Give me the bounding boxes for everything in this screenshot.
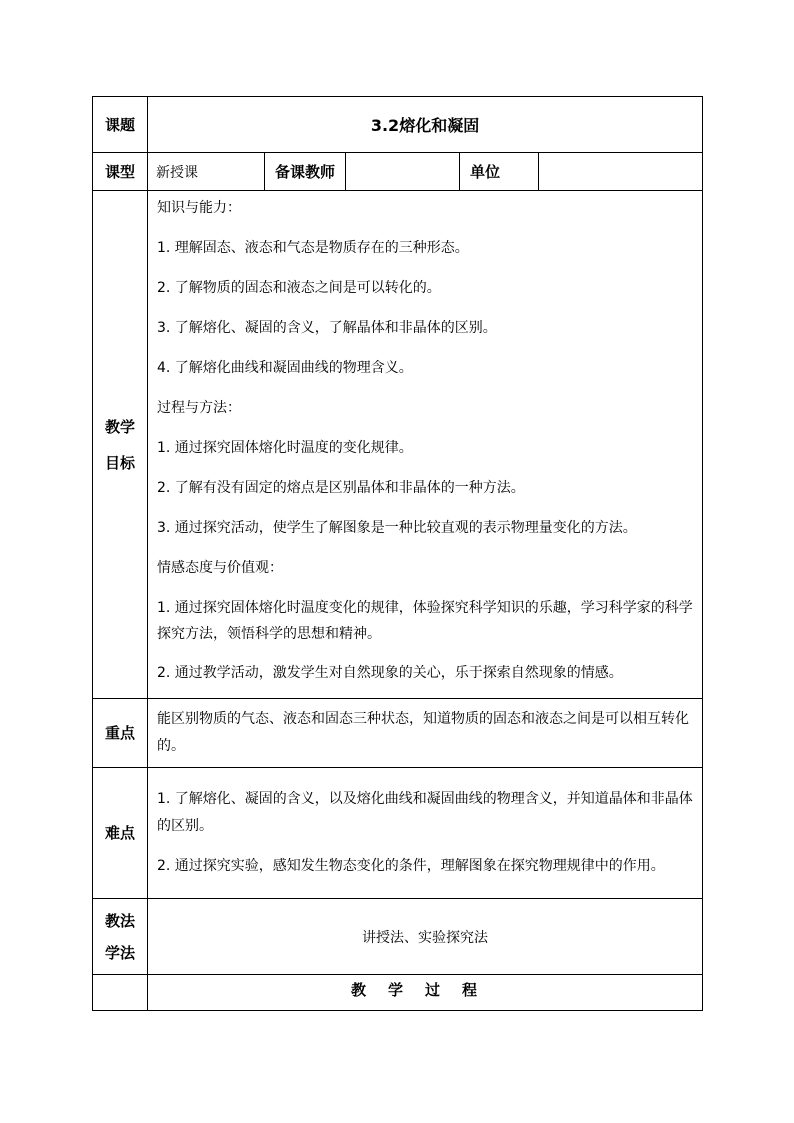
unit-label: 单位	[460, 153, 539, 191]
emotion-item: 1. 通过探究固体熔化时温度变化的规律，体验探究科学知识的乐趣，学习科学家的科学探究方法，领悟科学的思想和精神。	[157, 600, 693, 642]
topic-row	[93, 97, 703, 153]
unit-value	[539, 153, 703, 191]
process-item: 3. 通过探究活动，使学生了解图象是一种比较直观的表示物理量变化的方法。	[157, 520, 637, 536]
objectives-label-line2: 目标	[104, 453, 135, 472]
knowledge-heading: 知识与能力：	[157, 200, 241, 216]
process-row-empty	[93, 975, 148, 1011]
difficulties-content	[148, 768, 703, 899]
emotion-heading: 情感态度与价值观：	[157, 560, 283, 576]
methods-text: 讲授法、实验探究法	[148, 899, 703, 975]
knowledge-item: 2. 了解物质的固态和液态之间是可以转化的。	[157, 280, 441, 296]
objectives-label-line1: 教学	[104, 417, 135, 436]
methods-label-line1: 教法	[104, 911, 135, 930]
knowledge-item: 3. 了解熔化、凝固的含义，了解晶体和非晶体的区别。	[157, 320, 497, 336]
knowledge-item: 4. 了解熔化曲线和凝固曲线的物理含义。	[157, 360, 413, 376]
teacher-value	[346, 153, 460, 191]
type-label: 课型	[93, 153, 148, 191]
objectives-label	[93, 191, 148, 699]
objectives-row	[93, 191, 703, 699]
topic-label: 课题	[93, 97, 148, 153]
emotion-item: 2. 通过教学活动，激发学生对自然现象的关心，乐于探索自然现象的情感。	[157, 665, 623, 681]
process-title: 教学过程	[148, 975, 703, 1011]
process-row	[93, 975, 703, 1011]
key-points-label: 重点	[93, 699, 148, 768]
methods-row	[93, 899, 703, 975]
methods-label	[93, 899, 148, 975]
type-row	[93, 153, 703, 191]
key-points-content	[148, 699, 703, 768]
key-points-text: 能区别物质的气态、液态和固态三种状态，知道物质的固态和液态之间是可以相互转化的。	[157, 711, 689, 754]
type-value: 新授课	[148, 153, 265, 191]
difficulty-item: 2. 通过探究实验，感知发生物态变化的条件，理解图象在探究物理规律中的作用。	[157, 858, 665, 874]
knowledge-item: 1. 理解固态、液态和气态是物质存在的三种形态。	[157, 240, 469, 256]
process-item: 1. 通过探究固体熔化时温度的变化规律。	[157, 440, 413, 456]
teacher-label: 备课教师	[265, 153, 346, 191]
difficulty-item: 1. 了解熔化、凝固的含义，以及熔化曲线和凝固曲线的物理含义，并知道晶体和非晶体的区别。	[157, 791, 693, 834]
process-item: 2. 了解有没有固定的熔点是区别晶体和非晶体的一种方法。	[157, 480, 525, 496]
objectives-content	[148, 191, 703, 699]
key-points-row	[93, 699, 703, 768]
difficulties-row	[93, 768, 703, 899]
topic-title: 3.2熔化和凝固	[148, 97, 703, 153]
process-heading: 过程与方法：	[157, 400, 241, 416]
methods-label-line2: 学法	[104, 943, 135, 962]
difficulties-label: 难点	[93, 768, 148, 899]
lesson-plan-table	[92, 96, 703, 1011]
